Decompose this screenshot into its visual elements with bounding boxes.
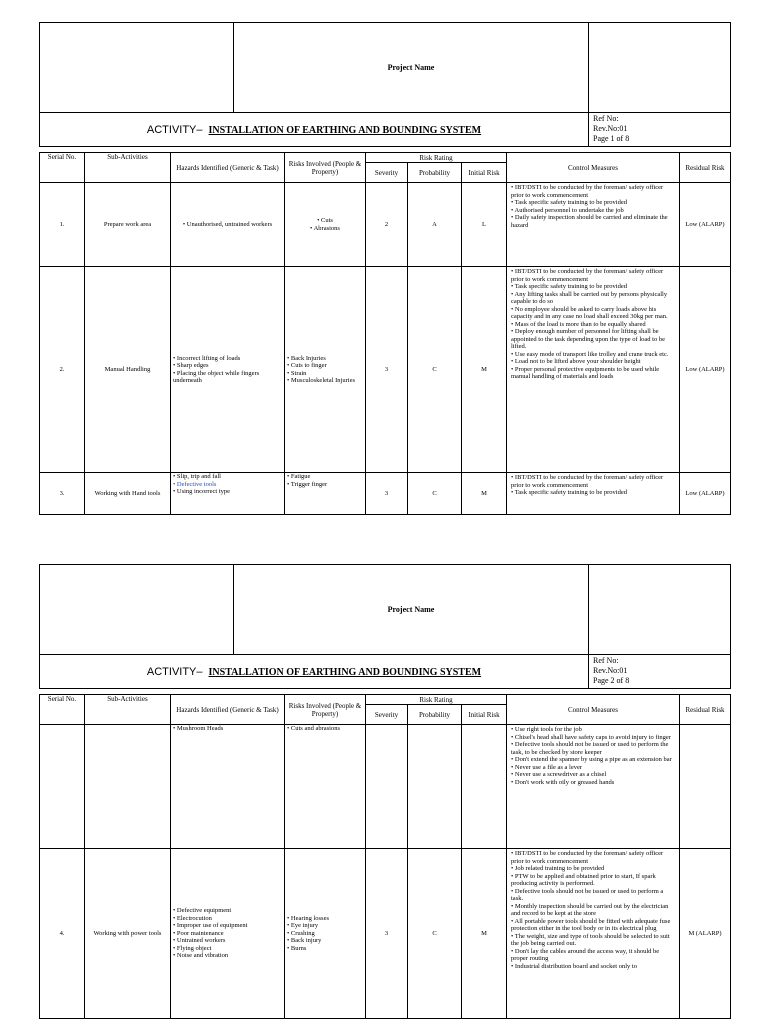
row-residual-risk: Low (ALARP) <box>680 473 731 515</box>
control-item: • Defective tools should not be issued or used to perform the task, to be checked by store keeper <box>511 741 669 756</box>
logo-placeholder <box>40 565 234 655</box>
row-risks <box>285 267 366 473</box>
risk-item: • Cuts <box>317 217 333 224</box>
hazard-item: • Slip, trip and fall <box>173 473 221 480</box>
risk-item: • Hearing losses <box>287 914 329 922</box>
hazard-item: • Improper use of equipment <box>173 922 248 930</box>
control-item: • Chisel's head shall have safety caps to avoid injury to finger <box>511 733 671 741</box>
page-number: Page 1 of 8 <box>593 134 630 143</box>
header-table <box>39 564 731 689</box>
control-item: • Don't work with oily or greased hands <box>511 778 615 786</box>
risk-table <box>39 694 731 1019</box>
row-initial-risk: M <box>462 473 507 515</box>
control-item: • PTW to be applied and obtained prior to start, If spark producing activity is performed. <box>511 872 656 887</box>
hazard-item: • Incorrect lifting of loads <box>173 354 241 362</box>
page-number: Page 2 of 8 <box>593 676 630 685</box>
row-sub-activity: Working with Hand tools <box>85 473 171 515</box>
row-probability: C <box>408 473 462 515</box>
control-item: • Don't lay the cables around the access way, it should be proper routing <box>511 947 660 962</box>
control-item: • Task specific safety training to be provided <box>511 199 627 206</box>
col-initial-risk: Initial Risk <box>462 163 507 183</box>
row-sub-activity: Working with power tools <box>85 849 171 1019</box>
control-item: • Use easy mode of transport like trolley and crane truck etc. <box>511 350 669 358</box>
risk-item: • Musculoskeletal Injuries <box>287 377 355 384</box>
row-sub-activity: Prepare work area <box>85 183 171 267</box>
document-page-2 <box>39 564 730 1019</box>
control-item: • Authorised personnel to undertake the job <box>511 206 624 214</box>
col-severity: Severity <box>366 163 408 183</box>
row-severity: 3 <box>366 849 408 1019</box>
hazard-item: • Mushroom Heads <box>173 725 224 732</box>
row-risks <box>285 849 366 1019</box>
control-item: • Mass of the load is more than to be equally shared <box>511 320 646 328</box>
control-item: • IBT/DSTI to be conducted by the foreman/ safety officer prior to work commencement <box>511 268 664 283</box>
row-probability <box>408 725 462 849</box>
row-severity <box>366 725 408 849</box>
control-item: • Load not to be lifted above your shoulder height <box>511 358 641 365</box>
row-risks <box>285 725 366 849</box>
rev-no: Rev.No:01 <box>593 124 628 133</box>
risk-item: • Eye injury <box>287 922 319 930</box>
table-row <box>40 183 731 267</box>
risk-item: • Back Injuries <box>287 354 326 362</box>
ref-info <box>589 113 731 147</box>
hazard-item: • Poor maintenance <box>173 929 224 937</box>
table-row <box>40 473 731 515</box>
row-serial: 2. <box>40 267 85 473</box>
hazard-item: • Defective tools <box>173 480 217 488</box>
header-blank <box>589 23 731 113</box>
row-initial-risk: M <box>462 849 507 1019</box>
row-serial: 3. <box>40 473 85 515</box>
hazard-item: • Sharp edges <box>173 362 209 369</box>
hazard-item: • Flying object <box>173 944 212 952</box>
control-item: • Defective tools should not be issued or used to perform a task. <box>511 887 664 902</box>
control-item: • Never use a screwdriver as a chisel <box>511 771 607 778</box>
row-control-measures <box>507 267 680 473</box>
row-residual-risk <box>680 725 731 849</box>
control-item: • Industrial distribution board and socket only to <box>511 962 637 970</box>
hazard-item: • Untrained workers <box>173 937 226 945</box>
risk-item: • Back injury <box>287 937 322 945</box>
col-risks: Risks Involved (People & Property) <box>285 153 366 183</box>
row-initial-risk: L <box>462 183 507 267</box>
hazard-item: • Electrocution <box>173 914 212 922</box>
risk-item: • Abrasions <box>310 224 340 232</box>
row-hazards <box>171 183 285 267</box>
risk-item: • Cuts to finger <box>287 362 327 369</box>
row-control-measures <box>507 849 680 1019</box>
row-control-measures <box>507 183 680 267</box>
control-item: • Never use a file as a lever <box>511 763 583 771</box>
document-page-1 <box>39 22 730 515</box>
hazard-item: • Unauthorised, untrained workers <box>182 220 273 228</box>
row-severity: 3 <box>366 267 408 473</box>
row-severity: 3 <box>366 473 408 515</box>
col-risk-rating: Risk Rating <box>366 695 507 705</box>
row-hazards <box>171 725 285 849</box>
row-probability: A <box>408 183 462 267</box>
col-serial: Serial No. <box>40 153 85 183</box>
control-item: • IBT/DSTI to be conducted by the foreman/ safety officer prior to work commencement <box>511 850 664 865</box>
row-severity: 2 <box>366 183 408 267</box>
row-probability: C <box>408 849 462 1019</box>
control-item: • Any lifting tasks shall be carried out by persons physically capable to do so <box>511 290 668 305</box>
activity-title: INSTALLATION OF EARTHING AND BOUNDING SYSTEM <box>208 124 482 136</box>
activity-title: INSTALLATION OF EARTHING AND BOUNDING SYSTEM <box>208 666 482 678</box>
control-item: • Deploy enough number of personnel for lifting shall be appointed to the task depending upon the type of load to be lifted. <box>511 328 665 350</box>
col-control-measures: Control Measures <box>507 695 680 725</box>
control-item: • Task specific safety training to be provided <box>511 489 627 496</box>
risk-table <box>39 152 731 515</box>
hazard-item: • Placing the object while fingers underneath <box>173 369 260 384</box>
row-hazards <box>171 473 285 515</box>
col-hazards: Hazards Identified (Generic & Task) <box>171 153 285 183</box>
logo-placeholder <box>40 23 234 113</box>
col-risks: Risks Involved (People & Property) <box>285 695 366 725</box>
hazard-item: • Defective equipment <box>173 907 232 915</box>
row-sub-activity: Manual Handling <box>85 267 171 473</box>
risk-item: • Trigger finger <box>287 480 328 488</box>
risk-item: • Burns <box>287 944 307 952</box>
activity-heading <box>40 113 589 147</box>
control-item: • Job related training to be provided <box>511 865 605 872</box>
control-item: • Monthly inspection should be carried out by the electrician and record to be kept at the store <box>511 902 669 917</box>
table-row <box>40 725 731 849</box>
row-serial: 4. <box>40 849 85 1019</box>
row-control-measures <box>507 473 680 515</box>
col-residual-risk: Residual Risk <box>680 695 731 725</box>
col-sub-activities: Sub-Activities <box>85 153 171 183</box>
project-name: Project Name <box>234 565 589 655</box>
col-control-measures: Control Measures <box>507 153 680 183</box>
row-hazards <box>171 849 285 1019</box>
control-item: • All portable power tools should be fitted with adequate fuse protection either in the tool body or in its electrical plug <box>511 917 671 932</box>
col-severity: Severity <box>366 705 408 725</box>
row-sub-activity <box>85 725 171 849</box>
row-probability: C <box>408 267 462 473</box>
row-risks <box>285 473 366 515</box>
col-sub-activities: Sub-Activities <box>85 695 171 725</box>
header-table <box>39 22 731 147</box>
row-initial-risk <box>462 725 507 849</box>
hazard-item: • Noise and vibration <box>173 952 229 960</box>
row-residual-risk: M (ALARP) <box>680 849 731 1019</box>
activity-label: ACTIVITY– <box>146 665 203 678</box>
col-serial: Serial No. <box>40 695 85 725</box>
risk-item: • Strain <box>287 369 307 377</box>
row-serial <box>40 725 85 849</box>
ref-no: Ref No: <box>593 114 619 123</box>
row-initial-risk: M <box>462 267 507 473</box>
activity-heading <box>40 655 589 689</box>
control-item: • No employee should be asked to carry loads above his capacity and in any case no load shall exceed 30kg per man. <box>511 305 668 320</box>
risk-item: • Crushing <box>287 929 315 937</box>
control-item: • IBT/DSTI to be conducted by the foreman/ safety officer prior to work commencement <box>511 184 664 199</box>
col-residual-risk: Residual Risk <box>680 153 731 183</box>
control-item: • IBT/DSTI to be conducted by the foreman/ safety officer prior to work commencement <box>511 474 664 489</box>
control-item: • Use right tools for the job <box>511 726 582 733</box>
risk-item: • Cuts and abrasions <box>287 725 341 732</box>
col-risk-rating: Risk Rating <box>366 153 507 163</box>
row-risks <box>285 183 366 267</box>
col-probability: Probability <box>408 163 462 183</box>
control-item: • Daily safety inspection should be carried and eliminate the hazard <box>511 214 668 229</box>
control-item: • Don't extend the spanner by using a pipe as an extension bar <box>511 756 672 763</box>
header-blank <box>589 565 731 655</box>
col-initial-risk: Initial Risk <box>462 705 507 725</box>
row-residual-risk: Low (ALARP) <box>680 267 731 473</box>
table-row <box>40 267 731 473</box>
control-item: • The weight, size and type of tools should be selected to suit the job being carried out. <box>511 932 670 947</box>
row-hazards <box>171 267 285 473</box>
project-name: Project Name <box>234 23 589 113</box>
ref-info <box>589 655 731 689</box>
rev-no: Rev.No:01 <box>593 666 628 675</box>
risk-item: • Fatigue <box>287 473 311 480</box>
ref-no: Ref No: <box>593 656 619 665</box>
table-row <box>40 849 731 1019</box>
col-hazards: Hazards Identified (Generic & Task) <box>171 695 285 725</box>
activity-label: ACTIVITY– <box>146 123 203 136</box>
row-control-measures <box>507 725 680 849</box>
control-item: • Task specific safety training to be provided <box>511 283 627 290</box>
row-serial: 1. <box>40 183 85 267</box>
control-item: • Proper personal protective equipments to be used while manual handling of materials and loads <box>511 365 660 380</box>
col-probability: Probability <box>408 705 462 725</box>
row-residual-risk: Low (ALARP) <box>680 183 731 267</box>
hazard-item: • Using incorrect type <box>173 488 230 495</box>
